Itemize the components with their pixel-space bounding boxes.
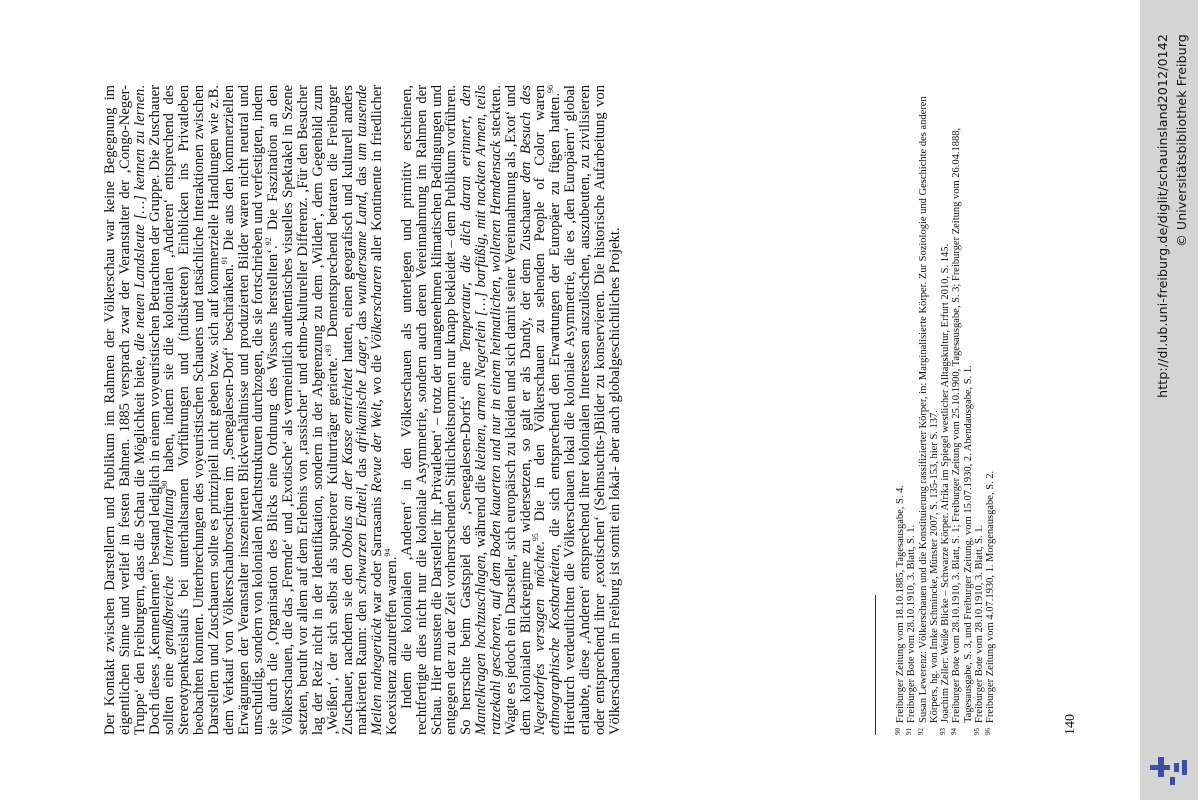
- text-run: ethnographische Kostbarkeiten: [547, 548, 564, 735]
- footnote: [985, 85, 996, 735]
- sidebar-rotated-text: [1140, 0, 1198, 800]
- footnote: [895, 85, 906, 735]
- footnote-text: Freiburger Bote vom 28.10.1910, 3. Blatt, S. 1; Freiburger Zeitung vom 25.10.1900, Tagesausgabe, S. 3; Freiburger Zeitung vom 26.04.1888, Tagesausgabe, S. 3, und Freiburger Zeitung, vom 15.07.1930, 2. Abendausgabe, S. 1.: [951, 127, 974, 723]
- footnote-text: Susan Lewerenz: Völkerschauen und die Konstituierung rassifizierter Körper, in: Marginalisierte Körper. Zur Soziologie und Geschichte des anderen Körpers, hg. von Imke Schmincke, Münster 2007, S. 135-153, hier S. 137.: [917, 96, 940, 723]
- footnote: [940, 85, 951, 735]
- page-number: 140: [1063, 714, 1078, 735]
- text-run: Dementsprechend betraten die Freiburger Zuschauer, nachdem sie den: [324, 85, 356, 735]
- text-run: Völkerscharen: [369, 265, 386, 351]
- footnote-ref: 95: [531, 533, 541, 542]
- text-run: Revue der Welt: [369, 402, 386, 493]
- footnote-text: Freiburger Bote vom 28.10.1910, 3. Blatt, S. 1.: [906, 524, 918, 723]
- footnote: [951, 85, 974, 735]
- footnote: [918, 85, 941, 735]
- text-run: , wo die: [369, 350, 386, 403]
- footnote-ref: 90: [160, 480, 170, 489]
- text-run: , die sich entsprechend den Erwartungen der Europäer zu fügen hatten.: [547, 93, 564, 549]
- footnote-text: Joachim Zeller: Weiße Blicke – Schwarze Körper. Afrika im Spiegel westlicher Alltagskultur, Erfurt 2010, S. 145.: [940, 243, 952, 723]
- logo-bar: [1158, 757, 1164, 777]
- footnote-ref: 91: [219, 256, 229, 265]
- body-text: [103, 85, 623, 735]
- text-run: wundersame Land: [354, 195, 371, 305]
- text-run: haben, indem sie die kolonialen ‚Anderen‘ entsprechend des Stereotypenkreislaufs bei unterhaltsamen Vorführungen und (indiskreten) Einblicken ins Privatleben beobachten konnten. Unterbrechungen des voyeuristischen Schauens und tatsächliche Interaktionen zwischen Darstellern und Zuschauern sollte es prinzipiell nicht geben bzw. sich auf kommerzielle Handlungen wie z.B. dem Verkauf von Völkerschaubroschüren im ‚Senegalesen-Dorf‘ beschränken.: [161, 85, 237, 735]
- text-run: , das: [354, 452, 371, 488]
- footnote: [906, 85, 917, 735]
- text-run: , das: [354, 304, 371, 340]
- text-run: kleinen, armen Negerlein […] barfüßig, mit nackten Armen, teils ratzekahl geschoren, auf dem Boden kauerten und nur in einem heimatlichen, wollenen Hemdensack: [473, 85, 504, 735]
- text-run: war oder Sarrasanis: [369, 492, 386, 618]
- text-run: . Doch dieses ‚Kennenlernen‘ bestand lediglich in einem voyeuristischen Betrachten der Gruppe. Die Zuschauer sollten eine: [131, 85, 178, 735]
- text-run: afrikanische Lager: [354, 339, 371, 453]
- footnote-number: 90: [894, 728, 902, 735]
- digital-library-url[interactable]: http://dl.ub.uni-freiburg.de/diglit/schauinsland2012/0142: [1155, 34, 1170, 398]
- text-run: hatten, einen geografisch und kulturell anders markierten Raum: den: [339, 85, 371, 735]
- text-run: die neuen Landsleute […] kennen zu lernen: [131, 88, 148, 351]
- text-run: genußbreiche Unterhaltung: [161, 488, 178, 655]
- text-run: Die Faszination an den Völkerschauen, die das ‚Fremde‘ und ‚Exotische‘ als vermeintlich authentisches visuelles Spektakel in Szene setzten, beruht vor allem auf dem Erlebnis von ‚rassischer‘ und ethno-kultureller Differenz. ‚Für den Besucher lag der Reiz nicht in der Identifikation, sondern in der Abgrenzung zu dem ‚Wilden‘, dem Gegenbild zum ‚Weißen‘, der sich selbst als superiorer Kulturträger gerierte.‘: [265, 84, 341, 735]
- footnote-ref: 93: [323, 344, 333, 353]
- footnote-number: 94: [950, 728, 959, 735]
- footnote: [974, 85, 985, 735]
- footnote-number: 93: [939, 728, 948, 735]
- text-run: , das: [354, 160, 371, 196]
- footnote-separator: [875, 595, 876, 735]
- logo-bar: [1182, 760, 1187, 775]
- footnote-number: 96: [984, 728, 993, 735]
- text-run: Die in den Völkerschauen zu sehenden People of Color waren: [532, 85, 549, 534]
- text-run: schwarzen Erdteil: [354, 487, 371, 595]
- text-run: um tausende Meilen nahegerückt: [354, 85, 386, 735]
- paragraph: [103, 85, 400, 735]
- footnote-text: Freiburger Zeitung vom 4.07.1930, 1. Morgenausgabe, S. 2.: [985, 470, 997, 723]
- text-run: Indem die kolonialen ‚Anderen‘ in den Völkerschauen als unterlegen und primitiv erschienen, rechtfertigte dies nicht nur die koloniale Asymmetrie, sondern auch deren Vereinnahmung im Rahmen der Schau. Hier mussten die Darsteller ihr ‚Privatleben‘ – trotz der unangenehmen klimatischen Bedingungen und entgegen der zu der Zeit vorherrschenden Sittlichkeitsnormen nur knapp bekleidet – dem Publikum vorführen. So herrschte beim Gastspiel des ‚Senegalesen-Dorfs‘ eine: [398, 85, 475, 735]
- footnote-text: Freiburger Bote vom 28.10.1910, 3. Blatt, S. 1.: [974, 524, 986, 723]
- text-run: Hierdurch verdeutlichten die Völkerschauen lokal die koloniale Asymmetrie, die es ‚den Europäern‘ global erlaubte, diese ‚Anderen‘ entsprechend ihrer kolonialen Interessen auszulöschen, auszubeuten, zu zivilisieren oder entsprechend ihrer ‚exotischen‘ (Sehnsuchts-)Bilder zu konservieren. Die historische Aufarbeitung von Völkerschauen in Freiburg ist somit ein lokal- aber auch globalgeschichtliches Projekt.: [562, 85, 623, 735]
- footnote-ref: 96: [546, 85, 556, 94]
- text-run: Obolus an der Kasse entrichtet: [339, 368, 356, 559]
- copyright-notice: © Universitätsbibliothek Freiburg: [1174, 34, 1189, 247]
- text-run: den Besuch des Negerdorfes versagen möchte: [517, 85, 549, 735]
- logo-bar: [1174, 763, 1179, 772]
- text-run: Temperatur, die dich daran erinnert, den Mantelkragen hochzuschlagen: [458, 85, 490, 735]
- text-run: Der Kontakt zwischen Darstellern und Publikum im Rahmen der Völkerschau war keine Begegnung im eigentlichen Sinne und verlief in festen Bahnen. 1885 versprach zwar der Veranstalter der ‚Congo-Neger-Truppe‘ den Freiburgern, dass die Schau die Möglichkeit biete,: [102, 85, 148, 735]
- paragraph: [400, 85, 623, 735]
- footnote-number: 92: [916, 728, 925, 735]
- footnote-ref: 92: [264, 237, 274, 246]
- footnote-number: 95: [973, 728, 982, 735]
- text-run: , während die: [473, 470, 490, 556]
- footnote-ref: 94: [383, 548, 393, 557]
- text-run: steckten. Wagte es jedoch ein Darsteller, sich europäisch zu kleiden und sich damit seiner Vereinnahmung als ‚Exot‘ und dem kolonialen Blickregime zu widersetzen, so galt er als Dandy, der dem Zuschauer: [487, 85, 534, 735]
- text-run: Die aus den kommerziellen Erwägungen der Veranstalter inszenierten Blickverhältnisse und produzierten Bilder waren nicht neutral und unschuldig, sondern von kolonialen Machtstrukturen durchzogen, die sie fortschrieben und verfestigten, indem sie durch die ‚Organisation des Blicks eine Ordnung des Wissens herstellten‘.: [220, 85, 282, 735]
- text-run: aller Kontinente in friedlicher Koexistenz anzutreffen waren.: [369, 85, 401, 735]
- ub-freiburg-logo-icon: [1148, 745, 1192, 789]
- logo-bar: [1170, 777, 1175, 785]
- text-run: .: [532, 541, 549, 545]
- footnotes: [895, 85, 997, 735]
- footnote-text: Freiburger Zeitung vom 18.10.1885, Tagesausgabe, S. 4.: [895, 484, 906, 723]
- footnote-number: 91: [905, 728, 914, 735]
- library-sidebar: [1140, 0, 1198, 800]
